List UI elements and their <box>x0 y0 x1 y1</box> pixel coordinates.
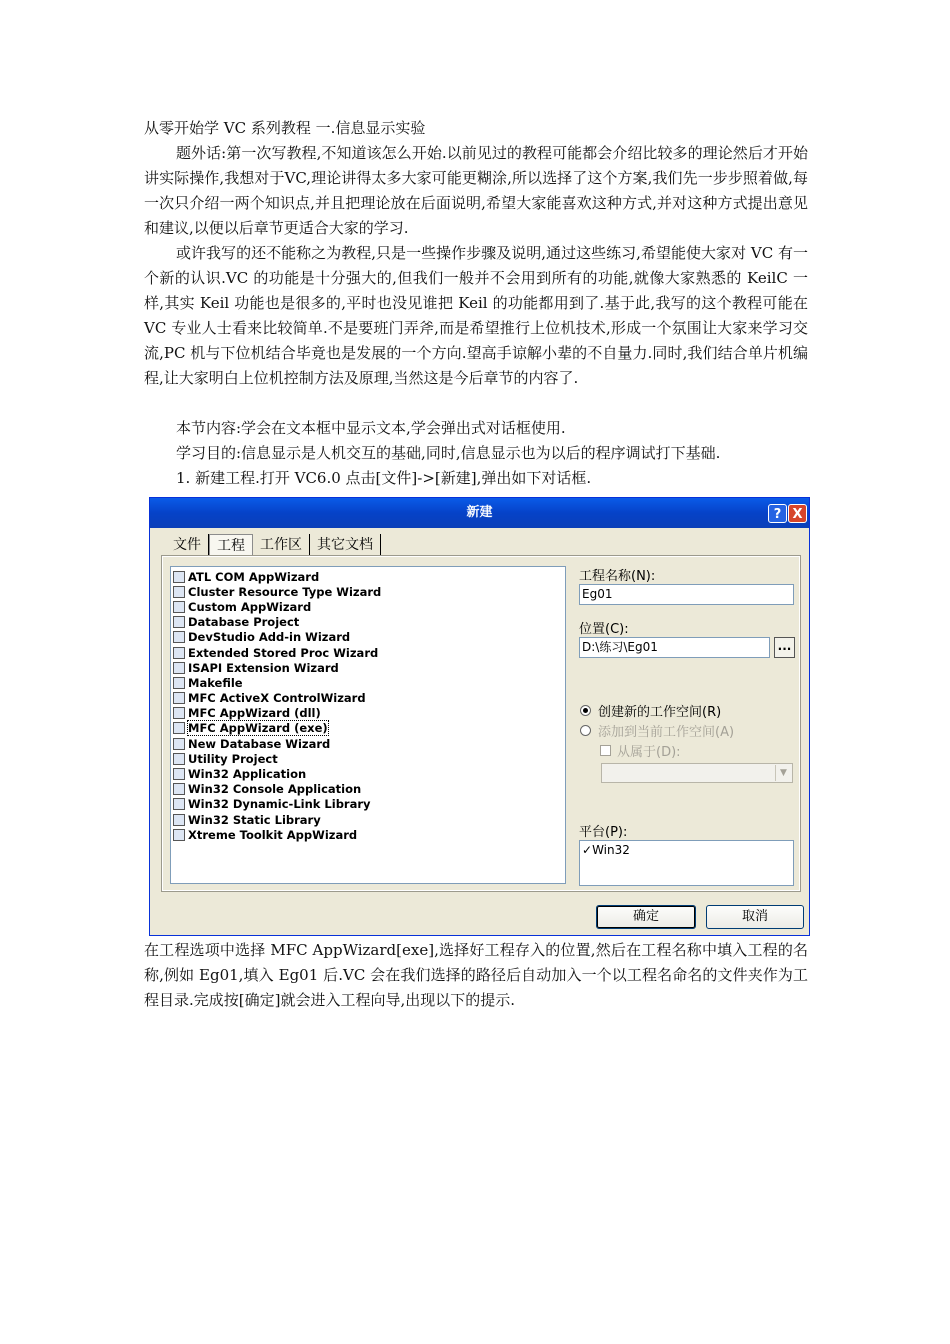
dialog-titlebar[interactable] <box>150 498 809 528</box>
project-type-icon <box>173 798 185 810</box>
list-item-label: DevStudio Add-in Wizard <box>188 630 351 645</box>
list-item[interactable] <box>171 736 565 751</box>
list-item[interactable] <box>171 797 565 812</box>
list-item-label: Xtreme Toolkit AppWizard <box>188 827 358 842</box>
explanation-paragraph: 在工程选项中选择 MFC AppWizard[exe],选择好工程存入的位置,然后在工程名称中填入工程的名称,例如 Eg01,填入 Eg01 后.VC 会在我们选择的路径后自动加入一个以工程名命名的文件夹作为工程目录.完成按[确定]就会进入工程向导,出现以下的提示. <box>144 941 808 1009</box>
project-type-icon <box>173 662 185 674</box>
project-type-list[interactable] <box>170 566 566 884</box>
intro-paragraph: 题外话:第一次写教程,不知道该怎么开始.以前见过的教程可能都会介绍比较多的理论然后才开始讲实际操作,我想对于VC,理论讲得太多大家可能更糊涂,所以选择了这个方案,我们先一步步照着做,每一次只介绍一两个知识点,并且把理论放在后面说明,希望大家能喜欢这种方式,并对这种方式提出意见和建议,以便以后章节更适合大家的学习. <box>144 144 808 237</box>
list-item-label: Custom AppWizard <box>188 599 312 614</box>
project-type-icon <box>173 586 185 598</box>
project-type-icon <box>173 692 185 704</box>
doc-title: 从零开始学 VC 系列教程 一.信息显示实验 <box>144 119 426 137</box>
project-type-icon <box>173 829 185 841</box>
dependency-select[interactable] <box>601 763 793 783</box>
platform-list[interactable] <box>579 840 794 886</box>
project-type-icon <box>173 616 185 628</box>
project-name-input[interactable]: Eg01 <box>579 584 794 605</box>
project-type-icon <box>173 722 185 734</box>
list-item-label: MFC AppWizard (dll) <box>188 706 321 721</box>
list-item-label: Win32 Application <box>188 767 307 782</box>
list-item-label: Win32 Static Library <box>188 812 321 827</box>
location-label: 位置(C): <box>579 622 629 637</box>
checkmark-icon: ✓ <box>582 843 593 857</box>
section-content-line: 本节内容:学会在文本框中显示文本,学会弹出式对话框使用. <box>176 419 566 437</box>
radio-add-workspace[interactable] <box>580 721 734 740</box>
list-item-label: Makefile <box>188 675 243 690</box>
radio-add-workspace-label: 添加到当前工作空间(A) <box>598 725 735 740</box>
cancel-button[interactable]: 取消 <box>706 905 804 929</box>
list-item[interactable] <box>171 706 565 721</box>
platform-item-label[interactable]: Win32 <box>592 843 630 857</box>
project-name-label: 工程名称(N): <box>579 569 656 584</box>
tab-projects[interactable]: 工程 <box>209 534 253 556</box>
list-item[interactable] <box>171 584 565 599</box>
list-item-label: ATL COM AppWizard <box>188 569 320 584</box>
project-type-icon <box>173 738 185 750</box>
project-type-icon <box>173 647 185 659</box>
list-item[interactable] <box>171 812 565 827</box>
project-type-icon <box>173 631 185 643</box>
list-item-label: ISAPI Extension Wizard <box>188 660 339 675</box>
step-1-line: 1. 新建工程.打开 VC6.0 点击[文件]->[新建],弹出如下对话框. <box>176 469 592 487</box>
list-item-label: New Database Wizard <box>188 736 331 751</box>
close-button[interactable]: X <box>788 504 807 523</box>
ok-button[interactable]: 确定 <box>596 905 696 929</box>
list-item[interactable] <box>171 691 565 706</box>
list-item[interactable] <box>171 599 565 614</box>
project-type-icon <box>173 571 185 583</box>
list-item-label: Database Project <box>188 615 300 630</box>
tab-workspaces[interactable]: 工作区 <box>253 534 310 556</box>
dependency-checkbox-label: 从属于(D): <box>617 745 681 760</box>
radio-selected-icon <box>580 705 591 716</box>
list-item-selected[interactable] <box>171 721 565 736</box>
list-item-label: Cluster Resource Type Wizard <box>188 584 382 599</box>
list-item[interactable] <box>171 569 565 584</box>
list-item-label: Win32 Dynamic-Link Library <box>188 797 371 812</box>
location-input[interactable]: D:\练习\Eg01 <box>579 637 770 658</box>
project-type-icon <box>173 677 185 689</box>
dialog-title: 新建 <box>466 505 493 520</box>
project-type-icon <box>173 601 185 613</box>
help-button[interactable]: ? <box>768 504 787 523</box>
list-item-label: Utility Project <box>188 751 278 766</box>
new-project-dialog <box>149 497 810 936</box>
list-item[interactable] <box>171 660 565 675</box>
list-item-label: Win32 Console Application <box>188 782 362 797</box>
list-item[interactable] <box>171 675 565 690</box>
preface-paragraph: 或许我写的还不能称之为教程,只是一些操作步骤及说明,通过这些练习,希望能使大家对 VC 有一个新的认识.VC 的功能是十分强大的,但我们一般并不会用到所有的功能,就像大家熟悉的 KeilC 一样,其实 Keil 功能也是很多的,平时也没见谁把 Keil 的功能都用到了.基于此,我写的这个教程可能在 VC 专业人士看来比较简单.不是要班门弄斧,而是希望推行上位机技术,形成一个氛围让大家来学习交流,PC 机与下位机结合毕竟也是发展的一个方向.望高手谅解小辈的不自量力.同时,我们结合单片机编程,让大家明白上位机控制方法及原理,当然这是今后章节的内容了. <box>144 244 808 387</box>
section-goal-line: 学习目的:信息显示是人机交互的基础,同时,信息显示也为以后的程序调试打下基础. <box>176 444 721 462</box>
list-item-label: MFC AppWizard (exe) <box>188 721 328 736</box>
project-type-icon <box>173 707 185 719</box>
list-item[interactable] <box>171 751 565 766</box>
list-item[interactable] <box>171 630 565 645</box>
platform-label: 平台(P): <box>579 825 628 840</box>
checkbox-icon <box>600 745 611 756</box>
radio-create-workspace[interactable] <box>580 701 721 720</box>
project-type-icon <box>173 768 185 780</box>
project-type-icon <box>173 814 185 826</box>
list-item[interactable] <box>171 827 565 842</box>
list-item[interactable] <box>171 766 565 781</box>
tab-other-documents[interactable]: 其它文档 <box>310 534 381 556</box>
list-item[interactable] <box>171 645 565 660</box>
chevron-down-icon: ▼ <box>775 765 791 781</box>
list-item[interactable] <box>171 782 565 797</box>
tab-files[interactable]: 文件 <box>166 534 209 556</box>
list-item[interactable] <box>171 615 565 630</box>
radio-create-workspace-label: 创建新的工作空间(R) <box>598 705 722 720</box>
list-item-label: Extended Stored Proc Wizard <box>188 645 379 660</box>
dependency-checkbox[interactable] <box>600 741 681 760</box>
radio-unselected-icon <box>580 725 591 736</box>
project-type-icon <box>173 783 185 795</box>
browse-button[interactable]: ... <box>774 637 795 658</box>
project-type-icon <box>173 753 185 765</box>
list-item-label: MFC ActiveX ControlWizard <box>188 691 366 706</box>
tab-bar <box>166 534 381 556</box>
